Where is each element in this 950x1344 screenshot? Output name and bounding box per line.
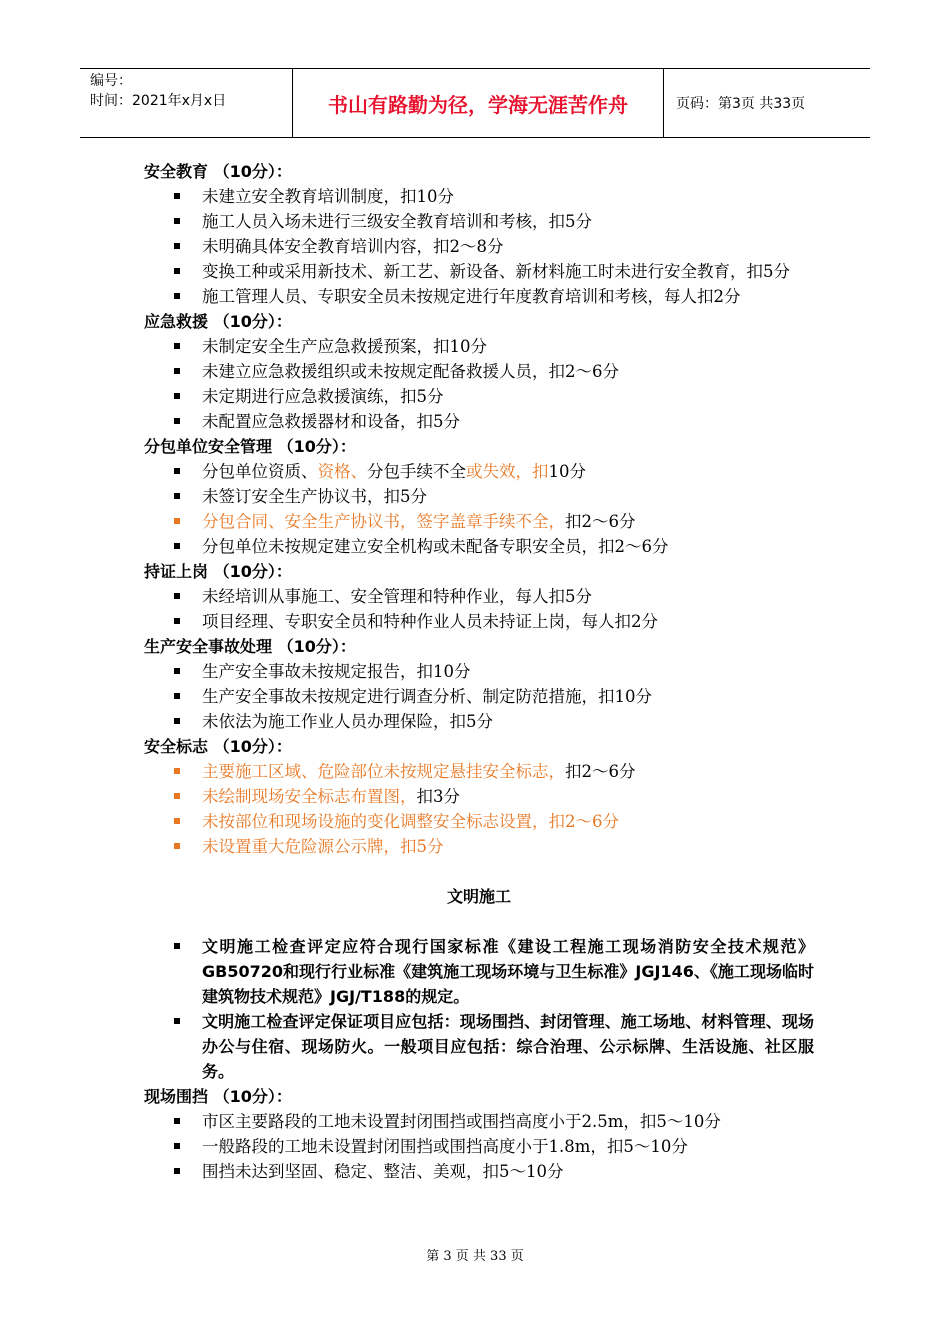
text-run: 主要施工区域、危险部位未按规定悬挂安全标志， [202,762,565,781]
list-item: 文明施工检查评定保证项目应包括：现场围挡、封闭管理、施工场地、材料管理、现场办公与住宿、现场防火。一般项目应包括：综合治理、公示标牌、生活设施、社区服务。 [144,1009,814,1084]
list-item [144,509,814,534]
civil-construction-paragraphs [144,934,814,1084]
text-run: 分包手续不全 [367,462,466,481]
list-item: 未建立安全教育培训制度，扣10分 [144,184,814,209]
list-item: 未定期进行应急救援演练，扣5分 [144,384,814,409]
list-item: 未制定安全生产应急救援预案，扣10分 [144,334,814,359]
text-run: 扣2～6分 [565,762,636,781]
section-title: 分包单位安全管理 （10分）： [144,437,356,456]
list-item: 未按部位和现场设施的变化调整安全标志设置，扣2～6分 [144,809,814,834]
section-title: 安全教育 （10分）： [144,162,292,181]
list-item: 围挡未达到坚固、稳定、整洁、美观，扣5～10分 [144,1159,814,1184]
section-title: 持证上岗 （10分）： [144,562,292,581]
list-item: 未设置重大危险源公示牌，扣5分 [144,834,814,859]
list-item [144,759,814,784]
text-run: 资格、 [317,462,367,481]
section-items [144,759,814,859]
list-item: 变换工种或采用新技术、新工艺、新设备、新材料施工时未进行安全教育，扣5分 [144,259,814,284]
section-items [144,184,814,309]
scoring-sections [144,159,814,859]
text-run: 10分 [548,462,586,481]
document-number: 编号： [90,73,132,89]
section-items [144,659,814,734]
list-item: 文明施工检查评定应符合现行国家标准《建设工程施工现场消防安全技术规范》GB50720和现行行业标准《建筑施工现场环境与卫生标准》JGJ146、《施工现场临时建筑物技术规范》JGJ/T188的规定。 [144,934,814,1009]
list-item: 未签订安全生产协议书，扣5分 [144,484,814,509]
list-item: 未经培训从事施工、安全管理和特种作业，每人扣5分 [144,584,814,609]
list-item: 未明确具体安全教育培训内容，扣2～8分 [144,234,814,259]
page-footer: 第 3 页 共 33 页 [426,1249,524,1264]
list-item: 未依法为施工作业人员办理保险，扣5分 [144,709,814,734]
text-run: 分包合同、安全生产协议书，签字盖章手续不全， [202,512,565,531]
list-item: 施工管理人员、专职安全员未按规定进行年度教育培训和考核，每人扣2分 [144,284,814,309]
text-run: 或失效，扣 [466,462,549,481]
document-body [144,159,814,1184]
section-title: 安全标志 （10分）： [144,737,292,756]
list-item: 一般路段的工地未设置封闭围挡或围挡高度小于1.8m，扣5～10分 [144,1134,814,1159]
section-title: 生产安全事故处理 （10分）： [144,637,356,656]
list-item: 生产安全事故未按规定进行调查分析、制定防范措施，扣10分 [144,684,814,709]
list-item: 市区主要路段的工地未设置封闭围挡或围挡高度小于2.5m，扣5～10分 [144,1109,814,1134]
document-date: 时间：2021年x月x日 [90,93,227,109]
text-run: 扣3分 [416,787,460,806]
section-items [144,459,814,559]
text-run: 分包单位资质、 [202,462,318,481]
header-page-info: 页码：第3页 共33页 [676,96,806,112]
list-item: 生产安全事故未按规定报告，扣10分 [144,659,814,684]
list-item: 施工人员入场未进行三级安全教育培训和考核，扣5分 [144,209,814,234]
list-item: 分包单位未按规定建立安全机构或未配备专职安全员，扣2～6分 [144,534,814,559]
fence-items [144,1109,814,1184]
civil-construction-heading: 文明施工 [446,887,511,906]
section-items [144,584,814,634]
section-title: 应急救援 （10分）： [144,312,292,331]
section-title-fence: 现场围挡 （10分）： [144,1087,292,1106]
list-item: 未建立应急救援组织或未按规定配备救援人员，扣2～6分 [144,359,814,384]
text-run: 未绘制现场安全标志布置图， [202,787,417,806]
list-item [144,784,814,809]
section-items [144,334,814,434]
list-item [144,459,814,484]
text-run: 扣2～6分 [565,512,636,531]
list-item: 未配置应急救援器材和设备，扣5分 [144,409,814,434]
list-item: 项目经理、专职安全员和特种作业人员未持证上岗，每人扣2分 [144,609,814,634]
header-motto: 书山有路勤为径，学海无涯苦作舟 [293,69,664,137]
page-header [80,68,870,138]
header-meta [80,69,293,137]
